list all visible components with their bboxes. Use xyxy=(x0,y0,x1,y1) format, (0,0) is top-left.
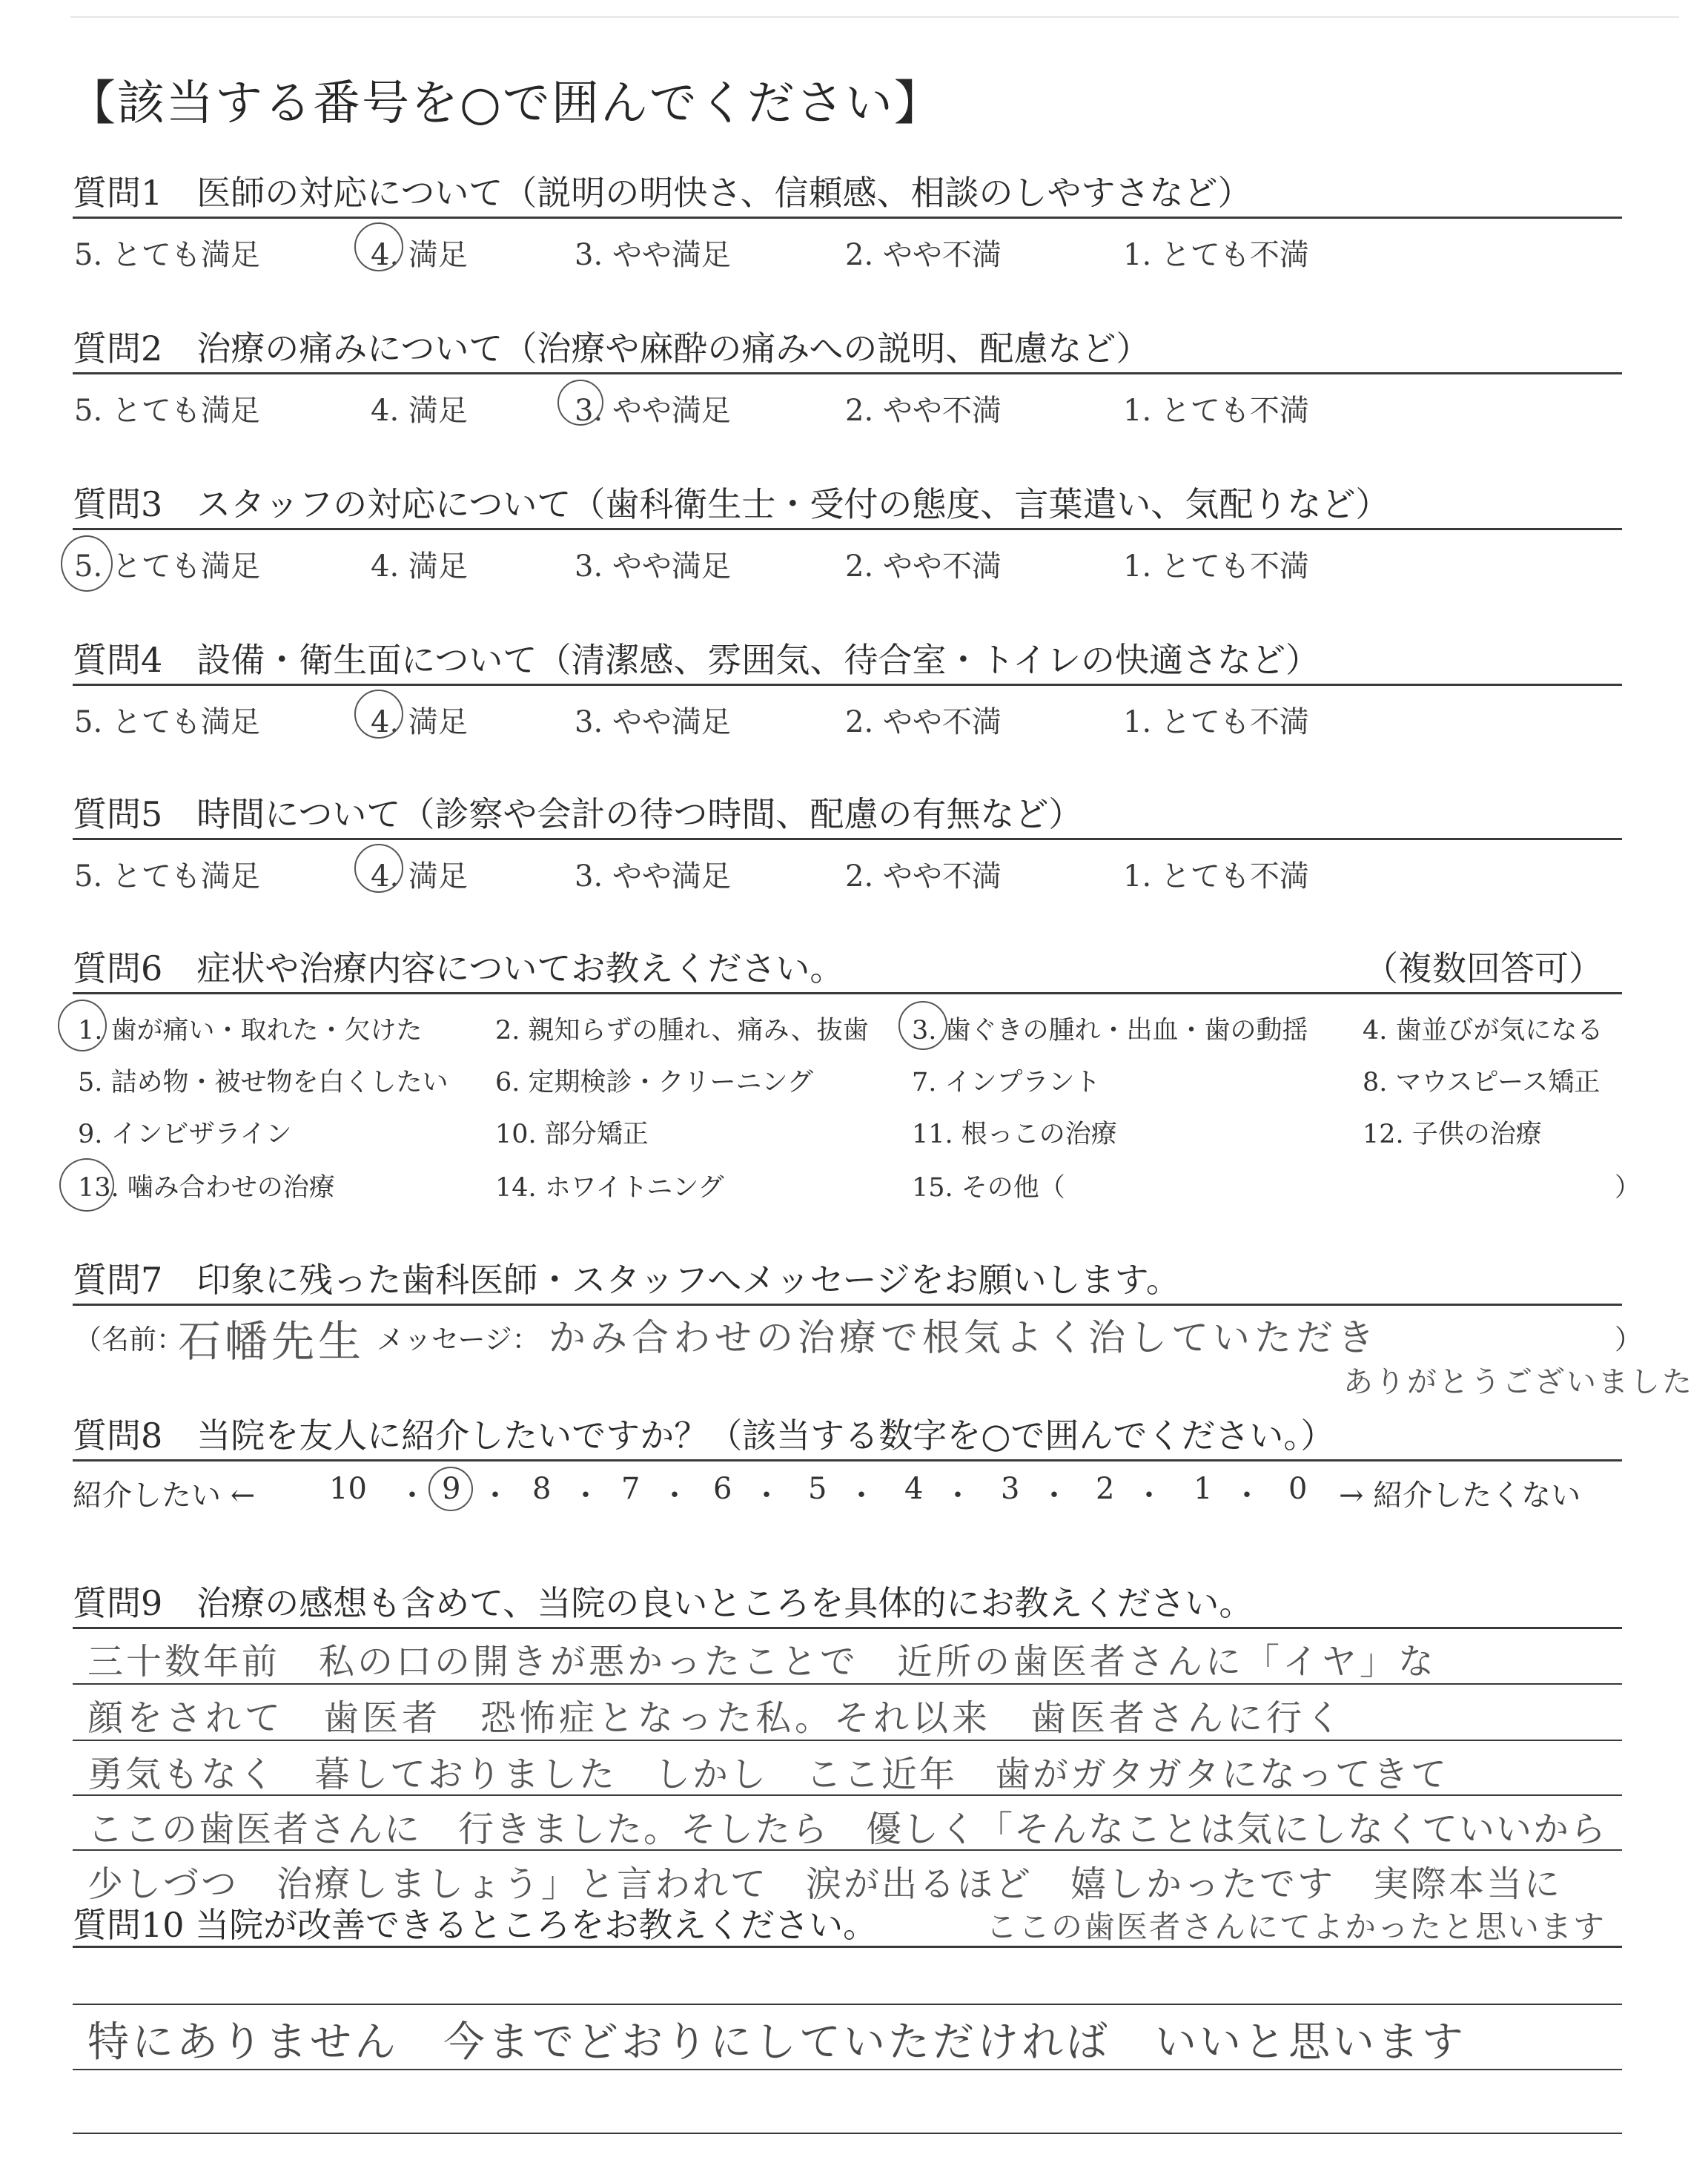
q2-option-2: 2. やや不満 xyxy=(845,394,1002,428)
q6-option-12: 12. 子供の治療 xyxy=(1363,1120,1542,1149)
q3-option-5: 5. とても満足 xyxy=(74,549,260,584)
q8-dot: ・ xyxy=(397,1479,427,1513)
q8-scale-2: 2 xyxy=(1096,1472,1115,1506)
q6-option-7: 7. インプラント xyxy=(912,1068,1101,1097)
q10-title: 質問10 当院が改善できるところをお教えください。 xyxy=(73,1905,878,1945)
q6-rule xyxy=(73,992,1622,994)
q6-note: （複数回答可） xyxy=(1364,948,1603,988)
q3-option-4: 4. 満足 xyxy=(371,549,468,584)
q5-selection-circle xyxy=(354,844,403,893)
q8-dot: ・ xyxy=(847,1479,876,1513)
q8-scale-9: 9 xyxy=(442,1472,461,1506)
q4-option-4: 4. 満足 xyxy=(371,705,468,739)
q6-option-6: 6. 定期検診・クリーニング xyxy=(495,1068,813,1097)
q6-option-4: 4. 歯並びが気になる xyxy=(1363,1016,1603,1046)
q8-rule xyxy=(73,1459,1622,1462)
q1-rule xyxy=(73,217,1622,219)
q8-scale-3: 3 xyxy=(1001,1472,1020,1506)
q6-option-3: 3. 歯ぐきの腫れ・出血・歯の動揺 xyxy=(912,1016,1308,1046)
q9-answer-line-6: ここの歯医者さんにてよかったと思います xyxy=(986,1909,1606,1945)
q8-left-label: 紹介したい ← xyxy=(73,1479,256,1513)
q8-dot: ・ xyxy=(943,1479,973,1513)
q7-rule xyxy=(73,1304,1622,1306)
q5-option-2: 2. やや不満 xyxy=(845,859,1002,894)
q1-title: 質問1 医師の対応について（説明の明快さ、信頼感、相談のしやすさなど） xyxy=(73,173,1252,213)
q6-option-9: 9. インビザライン xyxy=(78,1120,292,1149)
q7-name-label: （名前： xyxy=(74,1324,184,1355)
q3-option-1: 1. とても不満 xyxy=(1123,549,1309,584)
q9-answer-line-2: 顔をされて 歯医者 恐怖症となった私。それ以来 歯医者さんに行く xyxy=(87,1697,1345,1739)
q10-rule-2 xyxy=(73,2004,1622,2005)
q7-name-value: 石幡先生 xyxy=(178,1316,365,1367)
q5-option-3: 3. やや満足 xyxy=(575,859,731,894)
q8-scale-5: 5 xyxy=(808,1472,827,1506)
q4-option-5: 5. とても満足 xyxy=(74,705,260,739)
q9-answer-line-4: ここの歯医者さんに 行きました。そしたら 優しく「そんなことは気にしなくていいから xyxy=(87,1809,1608,1850)
q8-scale-8: 8 xyxy=(532,1472,552,1506)
q5-option-5: 5. とても満足 xyxy=(74,859,260,894)
q9-answer-line-5: 少しづつ 治療しましょう」と言われて 涙が出るほど 嬉しかったです 実際本当に xyxy=(87,1863,1563,1905)
q2-option-4: 4. 満足 xyxy=(371,394,468,428)
q8-dot: ・ xyxy=(1232,1479,1262,1513)
q8-scale-10: 10 xyxy=(329,1472,367,1506)
q6-option-15-close: ） xyxy=(1615,1173,1641,1203)
q10-rule-1 xyxy=(73,1946,1622,1948)
q2-rule xyxy=(73,372,1622,374)
q7-message-continuation: ありがとうございました xyxy=(1343,1365,1694,1399)
q3-option-3: 3. やや満足 xyxy=(575,549,731,584)
q8-selection-circle xyxy=(428,1467,473,1511)
q1-option-1: 1. とても不満 xyxy=(1123,238,1309,272)
q9-answer-line-1: 三十数年前 私の口の開きが悪かったことで 近所の歯医者さんに「イヤ」な xyxy=(87,1641,1437,1682)
q2-option-5: 5. とても満足 xyxy=(74,394,260,428)
q6-title: 質問6 症状や治療内容についてお教えください。 xyxy=(73,948,844,988)
q9-answer-line-3: 勇気もなく 暮しておりました しかし ここ近年 歯がガタガタになってきて xyxy=(87,1754,1449,1795)
q4-option-3: 3. やや満足 xyxy=(575,705,731,739)
q6-option-10: 10. 部分矯正 xyxy=(495,1120,649,1149)
q10-rule-3 xyxy=(73,2069,1622,2070)
q3-option-2: 2. やや不満 xyxy=(845,549,1002,584)
q4-selection-circle xyxy=(354,690,403,739)
q6-option-15: 15. その他（ xyxy=(912,1173,1065,1203)
page-header: 【該当する番号を○で囲んでください】 xyxy=(68,76,943,131)
q1-selection-circle xyxy=(354,222,403,271)
q2-selection-circle xyxy=(557,380,603,426)
q4-option-1: 1. とても不満 xyxy=(1123,705,1309,739)
q3-rule xyxy=(73,528,1622,530)
q2-option-1: 1. とても不満 xyxy=(1123,394,1309,428)
q8-right-label: → 紹介したくない xyxy=(1339,1479,1581,1513)
q8-dot: ・ xyxy=(1134,1479,1164,1513)
q6-option-11: 11. 根っこの治療 xyxy=(912,1120,1117,1149)
q8-title: 質問8 当院を友人に紹介したいですか？（該当する数字を○で囲んでください。） xyxy=(73,1416,1335,1456)
q10-answer: 特にありません 今までどおりにしていただければ いいと思います xyxy=(87,2018,1466,2067)
q5-option-4: 4. 満足 xyxy=(371,859,468,894)
q8-scale-4: 4 xyxy=(904,1472,924,1506)
q1-option-5: 5. とても満足 xyxy=(74,238,260,272)
q8-scale-1: 1 xyxy=(1194,1472,1213,1506)
q4-rule xyxy=(73,684,1622,686)
q3-selection-circle xyxy=(61,535,113,592)
q2-option-3: 3. やや満足 xyxy=(575,394,731,428)
q5-title: 質問5 時間について（診察や会計の待つ時間、配慮の有無など） xyxy=(73,794,1083,834)
q2-title: 質問2 治療の痛みについて（治療や麻酔の痛みへの説明、配慮など） xyxy=(73,328,1151,369)
q6-option-1: 1. 歯が痛い・取れた・欠けた xyxy=(78,1016,423,1046)
q4-title: 質問4 設備・衛生面について（清潔感、雰囲気、待合室・トイレの快適さなど） xyxy=(73,640,1320,680)
q8-scale-6: 6 xyxy=(713,1472,732,1506)
q6-option-8: 8. マウスピース矯正 xyxy=(1363,1068,1601,1097)
q8-dot: ・ xyxy=(571,1479,600,1513)
q6-option-5: 5. 詰め物・被せ物を白くしたい xyxy=(78,1068,448,1097)
q9-title: 質問9 治療の感想も含めて、当院の良いところを具体的にお教えください。 xyxy=(73,1583,1254,1623)
q6-selection-circle-3 xyxy=(898,1001,947,1050)
q8-scale-7: 7 xyxy=(621,1472,640,1506)
q5-option-1: 1. とても不満 xyxy=(1123,859,1309,894)
q10-rule-4 xyxy=(73,2133,1622,2134)
q8-dot: ・ xyxy=(660,1479,689,1513)
q4-option-2: 2. やや不満 xyxy=(845,705,1002,739)
q3-title: 質問3 スタッフの対応について（歯科衛生士・受付の態度、言葉遣い、気配りなど） xyxy=(73,484,1390,524)
q5-rule xyxy=(73,838,1622,840)
q6-option-13: 13. 噛み合わせの治療 xyxy=(78,1173,335,1203)
top-border xyxy=(70,16,1679,18)
q6-option-14: 14. ホワイトニング xyxy=(495,1173,724,1203)
q1-option-3: 3. やや満足 xyxy=(575,238,731,272)
q7-close-paren: ） xyxy=(1615,1324,1642,1355)
q8-scale-0: 0 xyxy=(1288,1472,1308,1506)
q1-option-2: 2. やや不満 xyxy=(845,238,1002,272)
q9-rule-1 xyxy=(73,1627,1622,1629)
q8-dot: ・ xyxy=(1039,1479,1069,1513)
q7-message-value: かみ合わせの治療で根気よく治していただき xyxy=(549,1316,1379,1359)
q8-dot: ・ xyxy=(752,1479,781,1513)
q6-option-2: 2. 親知らずの腫れ、痛み、抜歯 xyxy=(495,1016,869,1046)
q6-selection-circle-1 xyxy=(58,1000,107,1051)
q7-message-label: メッセージ： xyxy=(377,1324,540,1355)
q6-selection-circle-13 xyxy=(59,1158,114,1212)
q8-dot: ・ xyxy=(480,1479,510,1513)
q1-option-4: 4. 満足 xyxy=(371,238,468,272)
q7-title: 質問7 印象に残った歯科医師・スタッフへメッセージをお願いします。 xyxy=(73,1260,1180,1300)
